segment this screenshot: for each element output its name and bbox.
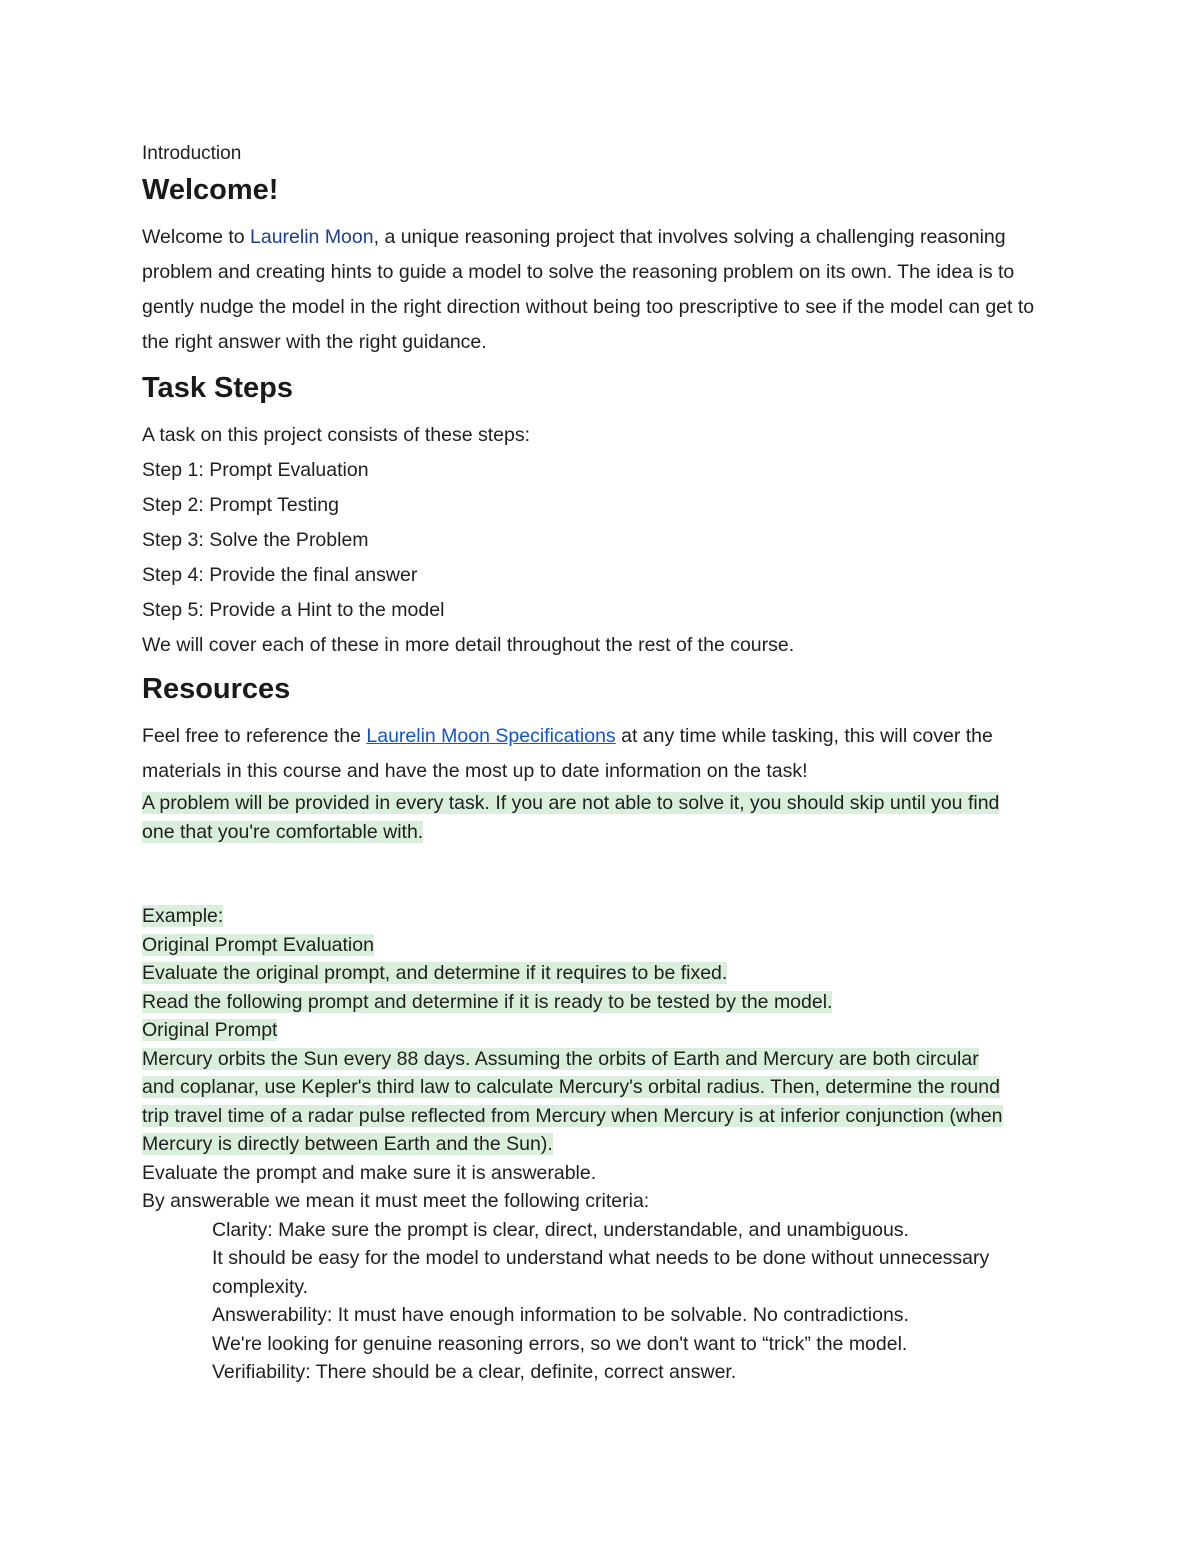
step-item: Step 5: Provide a Hint to the model bbox=[142, 599, 445, 621]
welcome-suffix: , a unique reasoning project that involves solving a challenging reasoning problem and creating hints to guide a model to solve the reasoning problem on its own. The idea is to gently nudge the model in the right direction without being too prescriptive to see if the model can get to the right answer with the right guidance. bbox=[142, 226, 1035, 353]
task-steps-heading: Task Steps bbox=[142, 372, 293, 404]
welcome-paragraph bbox=[142, 220, 1060, 360]
project-name: Laurelin Moon bbox=[250, 226, 374, 248]
resources-prefix: Feel free to reference the bbox=[142, 725, 367, 747]
highlighted-line: Read the following prompt and determine if it is ready to be tested by the model. bbox=[142, 990, 833, 1013]
resources-paragraph bbox=[142, 719, 1060, 789]
task-steps-lead: A task on this project consists of these steps: bbox=[142, 424, 531, 446]
criteria-line: Clarity: Make sure the prompt is clear, direct, understandable, and unambiguous. bbox=[212, 1218, 909, 1241]
welcome-prefix: Welcome to bbox=[142, 226, 251, 248]
plain-line: By answerable we mean it must meet the following criteria: bbox=[142, 1190, 650, 1212]
criteria-line: Answerability: It must have enough information to be solvable. No contradictions. bbox=[212, 1304, 909, 1326]
task-steps-list bbox=[142, 418, 1060, 663]
highlighted-line: Mercury orbits the Sun every 88 days. Assuming the orbits of Earth and Mercury are both circular bbox=[142, 1047, 979, 1070]
step-item: Step 1: Prompt Evaluation bbox=[142, 459, 369, 481]
task-steps-closing: We will cover each of these in more detail throughout the rest of the course. bbox=[142, 634, 795, 656]
document-subtitle: Introduction bbox=[142, 143, 242, 164]
highlighted-line: trip travel time of a radar pulse reflected from Mercury when Mercury is at inferior conjunction (when bbox=[142, 1104, 1003, 1127]
resources-heading: Resources bbox=[142, 673, 291, 705]
resources-note bbox=[142, 789, 1060, 846]
highlighted-line: one that you're comfortable with. bbox=[142, 820, 424, 843]
highlighted-line: Original Prompt bbox=[142, 1019, 278, 1041]
highlighted-line: Mercury is directly between Earth and the Sun). bbox=[142, 1133, 553, 1155]
resources-suffix: at any time while tasking, this will cover the materials in this course and have the most up to date information on the task! bbox=[142, 725, 993, 782]
plain-line: Evaluate the prompt and make sure it is answerable. bbox=[142, 1161, 597, 1184]
highlighted-line: and coplanar, use Kepler's third law to calculate Mercury's orbital radius. Then, determine the round bbox=[142, 1076, 1000, 1098]
criteria-list bbox=[142, 1216, 1060, 1387]
step-item: Step 2: Prompt Testing bbox=[142, 494, 339, 516]
step-item: Step 3: Solve the Problem bbox=[142, 529, 369, 551]
criteria-line: complexity. bbox=[212, 1275, 309, 1298]
highlighted-line: Original Prompt Evaluation bbox=[142, 933, 374, 956]
criteria-intro bbox=[142, 1159, 1060, 1216]
highlighted-line: A problem will be provided in every task. If you are not able to solve it, you should skip until you find bbox=[142, 792, 1000, 814]
criteria-line: It should be easy for the model to understand what needs to be done without unnecessary bbox=[212, 1247, 990, 1269]
specifications-link[interactable]: Laurelin Moon Specifications bbox=[366, 725, 616, 747]
welcome-heading: Welcome! bbox=[142, 174, 279, 206]
criteria-line: Verifiability: There should be a clear, definite, correct answer. bbox=[212, 1361, 737, 1383]
step-item: Step 4: Provide the final answer bbox=[142, 564, 418, 586]
highlighted-line: Example: bbox=[142, 905, 224, 927]
highlighted-line: Evaluate the original prompt, and determine if it requires to be fixed. bbox=[142, 962, 728, 984]
example-block bbox=[142, 902, 1060, 1159]
criteria-line: We're looking for genuine reasoning errors, so we don't want to “trick” the model. bbox=[212, 1332, 908, 1355]
